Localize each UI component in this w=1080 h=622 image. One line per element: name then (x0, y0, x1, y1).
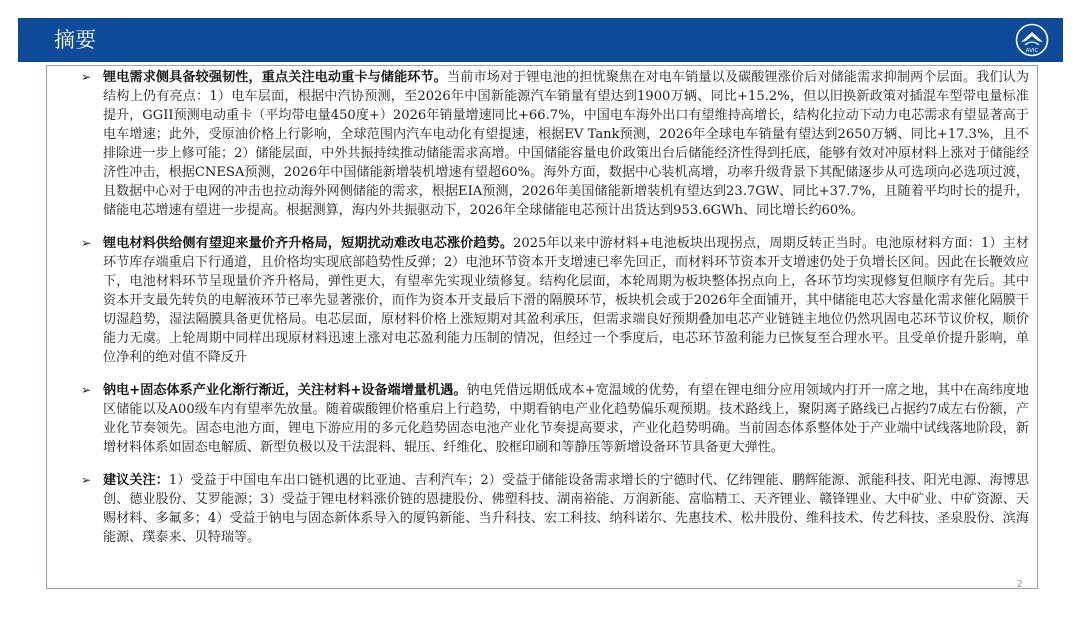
avic-logo-icon (1015, 23, 1049, 57)
bullet-heading: 锂电材料供给侧有望迎来量价齐升格局，短期扰动难改电芯涨价趋势。 (103, 236, 514, 251)
bullet-body: 1）受益于中国电车出口链机遇的比亚迪、吉利汽车；2）受益于储能设备需求增长的宁德时代、亿纬锂能、鹏辉能源、派能科技、阳光电源、海博思创、德业股份、艾罗能源；3）受益于锂电材料涨价链的恩捷股份、佛塑科技、湖南裕能、万润新能、富临精工、天齐锂业、赣锋锂业、大中矿业、中矿资源、天赐材料、多氟多；4）受益于钠电与固态新体系导入的厦钨新能、当升科技、宏工科技、纳科诺尔、先惠技术、松井股份、维科技术、传艺科技、圣泉股份、滨海能源、璞泰来、贝特瑞等。 (103, 473, 1029, 545)
page-number: 2 (1016, 579, 1023, 590)
page-title: 摘要 (54, 28, 96, 52)
arrow-bullet-icon: ➢ (81, 70, 92, 84)
arrow-bullet-icon: ➢ (81, 473, 92, 487)
bullet-heading: 建议关注： (103, 473, 169, 488)
bullet-body: 当前市场对于锂电池的担忧聚焦在对电车销量以及碳酸锂涨价后对储能需求抑制两个层面。我们认为结构上仍有亮点：1）电车层面，根据中汽协预测，至2026年中国新能源汽车销量有望达到1900万辆、同比+15.2%，但以旧换新政策对插混车型带电量标准提升，GGII预测电动重卡（平均带电量450度+）2026年销量增速同比+66.7%，中国电车海外出口有望维持高增长，结构化拉动下动力电芯需求有望显著高于电车增速；此外，受原油价格上行影响，全球范围内汽车电动化有望提速，根据EV Tank预测，2026年全球电车销量有望达到2650万辆、同比+17.3%，且不排除进一步上修可能；2）储能层面，中外共振持续推动储能需求高增。中国储能容量电价政策出台后储能经济性得到托底，能够有效对冲原材料上涨对于储能经济性冲击，根据CNESA预测，2026年中国储能新增装机增速有望超60%。海外方面，数据中心装机高增，功率升级背景下其配储逐步从可选项向必选项过渡，且数据中心对于电网的冲击也拉动海外网侧储能的需求，根据EIA预测，2026年美国储能新增装机有望达到23.7GW、同比+37.7%，且随着平均时长的提升，储能电芯增速有望进一步提高。根据测算，海内外共振驱动下，2026年全球储能电芯预计出货达到953.6GWh、同比增长约60%。 (103, 70, 1030, 218)
summary-list (81, 68, 1029, 561)
logo-text: AVIC (1025, 48, 1039, 54)
summary-bullet-recommendation (81, 471, 1029, 547)
arrow-bullet-icon: ➢ (81, 236, 92, 250)
arrow-bullet-icon: ➢ (81, 383, 92, 397)
summary-bullet-supply (81, 234, 1029, 367)
bullet-heading: 钠电+固态体系产业化渐行渐近，关注材料+设备端增量机遇。 (103, 383, 467, 398)
bullet-body: 钠电凭借远期低成本+宽温域的优势，有望在锂电细分应用领域内打开一席之地，其中在高纬度地区储能以及A00级车内有望率先放量。随着碳酸锂价格重启上行趋势，中期看钠电产业化趋势偏乐观预期。技术路线上，聚阴离子路线已占据约7成左右份额，产业化节奏领先。固态电池方面，锂电下游应用的多元化趋势固态电池产业化节奏提高要求，产业化趋势明确。当前固态体系整体处于产业端中试线落地阶段，新增材料体系如固态电解质、新型负极以及干法混料、辊压、纤维化、胶框印刷和等静压等新增设备环节具备更大弹性。 (103, 383, 1029, 455)
summary-bullet-demand (81, 68, 1029, 220)
header-bar (18, 18, 1063, 62)
bullet-heading: 锂电需求侧具备较强韧性，重点关注电动重卡与储能环节。 (103, 70, 447, 85)
summary-bullet-sodium-solid (81, 381, 1029, 457)
bullet-body: 2025年以来中游材料+电池板块出现拐点，周期反转正当时。电池原材料方面：1）主材环节库存端重启下行通道，且价格均实现底部趋势性反弹；2）电池环节资本开支增速已率先回正，而材料环节资本开支增速仍处于负增长区间。因此在长鞭效应下，电池材料环节呈现量价齐升格局，弹性更大，有望率先实现业绩修复。结构化层面，本轮周期为板块整体拐点向上，各环节均实现修复但顺序有先后。其中资本开支最先转负的电解液环节已率先显著涨价，而作为资本开支最后下滑的隔膜环节，板块机会或于2026年全面铺开，其中储能电芯大容量化需求催化隔膜干切湿趋势，湿法隔膜具备更优格局。电芯层面，原材料价格上涨短期对其盈利承压，但需求端良好预期叠加电芯产业链链主地位仍然巩固电芯环节议价权，顺价能力无虞。上轮周期中同样出现原材料迅速上涨对电芯盈利能力压制的情况，但经过一个季度后，电芯环节盈利能力已恢复至合理水平。且受单价提升影响，单位净利的绝对值不降反升 (103, 236, 1029, 365)
summary-box (46, 65, 1038, 589)
